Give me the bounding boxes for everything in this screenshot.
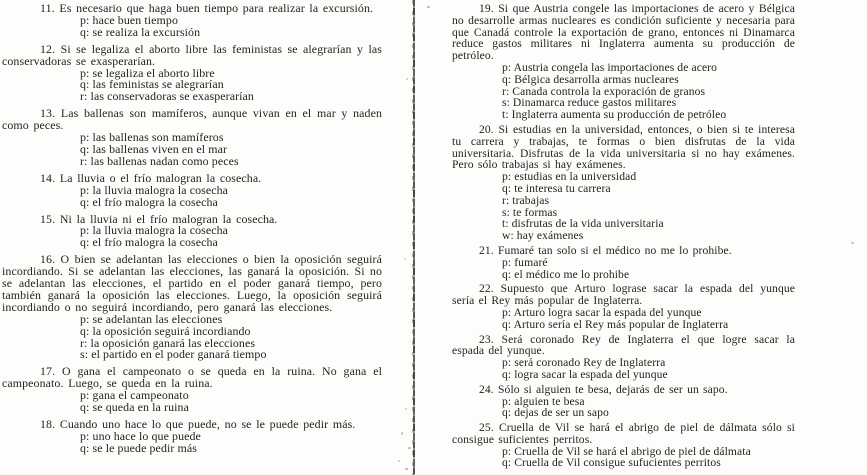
item-number: 11. xyxy=(40,1,55,15)
exercise-statement xyxy=(452,124,795,171)
exercise-item xyxy=(452,422,795,469)
statement-text: Si que Austria congele las importaciones de acero y Bélgica no desarrolle armas nucleares es condición suficiente y necesaria para que Canadá controle la exportación de grano, entonces ni Dinamarca reduce gastos militares ni Inglaterra aumenta su producción de petróleo. xyxy=(452,2,795,63)
exercise-item xyxy=(2,366,382,414)
statement-text: Supuesto que Arturo lograse sacar la espada del yunque sería el Rey más popular de Inglaterra. xyxy=(452,282,795,308)
premise-line: r: las ballenas nadan como peces xyxy=(80,153,239,168)
item-number: 20. xyxy=(479,122,494,136)
statement-text: Es necesario que haga buen tiempo para realizar la excursión. xyxy=(59,1,374,15)
column-divider-line xyxy=(413,0,415,475)
exercise-item xyxy=(452,3,795,121)
premise-line: s: Dinamarca reduce gastos militares xyxy=(502,96,677,110)
exercise-item xyxy=(452,245,795,280)
item-number: 12. xyxy=(40,41,56,56)
exercise-item xyxy=(2,108,382,168)
premise-line: q: el frío malogra la cosecha xyxy=(80,235,218,250)
premise-line: p: Austria congela las importaciones de acero xyxy=(502,60,718,74)
premise-line: q: el médico me lo prohibe xyxy=(502,267,630,281)
item-number: 19. xyxy=(479,2,494,15)
exercise-statement xyxy=(2,366,382,390)
exercise-statement xyxy=(452,422,795,446)
premise-line: q: el frío malogra la cosecha xyxy=(80,194,218,209)
premise-line: s: te formas xyxy=(502,205,558,219)
statement-text: La lluvia o el frío malogran la cosecha. xyxy=(59,170,262,185)
statement-text: Si se legaliza el aborto libre las feministas se alegrarían y las conservadoras se exasperarían. xyxy=(2,41,382,68)
item-number: 24. xyxy=(479,382,494,396)
exercise-statement xyxy=(2,41,382,68)
premise-line: s: el partido en el poder ganará tiempo xyxy=(80,347,267,362)
scan-speck xyxy=(398,460,400,462)
scan-speck xyxy=(406,78,408,80)
premise-line: p: las ballenas son mamíferos xyxy=(80,130,224,145)
premise-line: t: Inglaterra aumenta su producción de petróleo xyxy=(502,108,727,122)
premise-line: q: Arturo sería el Rey más popular de Inglaterra xyxy=(502,317,729,331)
premise-line: p: será coronado Rey de Inglaterra xyxy=(502,356,666,370)
exercise-statement xyxy=(2,108,382,132)
exercise-statement xyxy=(452,384,795,396)
premise-line: t: disfrutas de la vida universitaria xyxy=(502,217,664,231)
premise-line: q: te interesa tu carrera xyxy=(502,181,611,195)
scan-speck xyxy=(851,242,854,244)
exercise-item xyxy=(452,124,795,242)
right-column xyxy=(452,3,795,472)
exercise-item xyxy=(452,334,795,381)
item-number: 22. xyxy=(479,282,494,296)
premise-line: q: logra sacar la espada del yunque xyxy=(502,367,668,381)
premise-line: q: Cruella de Vil consigue sufucientes perritos xyxy=(502,456,721,470)
item-number: 21. xyxy=(479,243,494,257)
exercise-item xyxy=(2,254,382,361)
exercise-statement xyxy=(452,245,795,257)
premise-line: q: se queda en la ruina xyxy=(80,400,189,415)
premise-line: r: la oposición ganará las elecciones xyxy=(80,335,256,350)
exercise-statement xyxy=(2,254,382,314)
scan-speck xyxy=(427,6,430,8)
statement-text: O gana el campeonato o se queda en la ruina. No gana el campeonato. Luego, se queda en la ruina. xyxy=(2,364,382,391)
scan-speck xyxy=(404,258,406,260)
item-number: 25. xyxy=(479,421,494,435)
premise-line: r: Canada controla la exporación de granos xyxy=(502,84,706,98)
premise-line: q: las ballenas viven en el mar xyxy=(80,141,228,156)
statement-text: Ni la lluvia ni el frío malogran la cosecha. xyxy=(59,211,278,226)
premise-line: p: la lluvia malogra la cosecha xyxy=(80,223,229,238)
premise-line: r: las conservadoras se exasperarían xyxy=(80,89,254,104)
premise-line: p: fumaré xyxy=(502,255,548,269)
premise-line: p: hace buen tiempo xyxy=(80,12,178,27)
item-number: 18. xyxy=(40,417,56,431)
exercise-item xyxy=(2,419,382,455)
premise-line: p: Cruella de Vil se hará el abrigo de piel de dálmata xyxy=(502,444,751,458)
exercise-statement xyxy=(2,3,382,15)
exercise-item xyxy=(2,170,382,209)
exercise-item xyxy=(2,211,382,250)
premise-line: w: hay exámenes xyxy=(502,229,584,243)
item-number: 16. xyxy=(40,252,56,267)
exercise-item xyxy=(2,3,382,39)
premise-line: p: se legaliza el aborto libre xyxy=(80,65,215,80)
scan-speck xyxy=(405,408,407,410)
premise-line: p: uno hace lo que puede xyxy=(80,428,201,443)
scan-speck xyxy=(401,432,403,435)
statement-text: Las ballenas son mamíferos, aunque vivan en el mar y naden como peces. xyxy=(2,106,382,133)
statement-text: Sólo si alguien te besa, dejarás de ser un sapo. xyxy=(498,382,728,396)
premise-line: p: estudias en la universidad xyxy=(502,170,637,184)
scan-speck xyxy=(405,468,408,470)
item-number: 13. xyxy=(40,106,56,121)
exercise-statement xyxy=(452,334,795,358)
left-column xyxy=(2,3,382,460)
premise-line: p: alguien te besa xyxy=(502,394,585,408)
exercise-item xyxy=(452,283,795,330)
exercise-statement xyxy=(452,3,795,62)
premise-line: q: se realiza la excursión xyxy=(80,24,201,39)
exercise-statement xyxy=(452,283,795,307)
premise-line: r: trabajas xyxy=(502,193,550,207)
item-number: 14. xyxy=(40,170,56,185)
premise-line: q: Bélgica desarrolla armas nucleares xyxy=(502,72,679,86)
statement-text: Si estudias en la universidad, entonces, o bien si te interesa tu carrera y trabajas, te formas o bien disfrutas de la vida universitaria. Disfrutas de la vida universitaria si no hay exámenes. Pero sólo trabajas si hay exámenes. xyxy=(452,122,795,172)
premise-line: p: gana el campeonato xyxy=(80,388,189,403)
scan-speck xyxy=(408,447,411,449)
premise-line: q: dejas de ser un sapo xyxy=(502,406,609,420)
premise-line: q: se le puede pedir más xyxy=(80,440,197,455)
statement-text: Será coronado Rey de Inglaterra el que logre sacar la espada del yunque. xyxy=(452,332,796,358)
statement-text: Fumaré tan solo si el médico no me lo prohibe. xyxy=(498,243,732,257)
premise-line: q: las feministas se alegrarían xyxy=(80,77,224,92)
statement-text: Cruella de Vil se hará el abrigo de piel de dálmata sólo si consigue suficientes perritos. xyxy=(452,421,795,446)
premise-line: q: la oposición seguirá incordiando xyxy=(80,323,251,338)
item-number: 17. xyxy=(40,364,56,379)
statement-text: Cuando uno hace lo que puede, no se le puede pedir más. xyxy=(59,417,356,431)
premise-line: p: Arturo logra sacar la espada del yunque xyxy=(502,305,702,319)
premise-line: p: la lluvia malogra la cosecha xyxy=(80,182,229,197)
item-number: 23. xyxy=(479,332,494,346)
exercise-item xyxy=(2,41,382,104)
item-number: 15. xyxy=(40,211,56,226)
premise-line: p: se adelantan las elecciones xyxy=(80,311,223,326)
exercise-item xyxy=(452,384,795,419)
statement-text: O bien se adelantan las elecciones o bien la oposición seguirá incordiando. Si se adelantan las elecciones, las ganará la oposición. Si no se adelantan las elecciones, el partido en el poder ganará tiempo, pero también ganará la oposición las elecciones. Luego, la oposición seguirá incordiando o no seguirá incordiando, pero ganará las elecciones. xyxy=(2,252,382,314)
